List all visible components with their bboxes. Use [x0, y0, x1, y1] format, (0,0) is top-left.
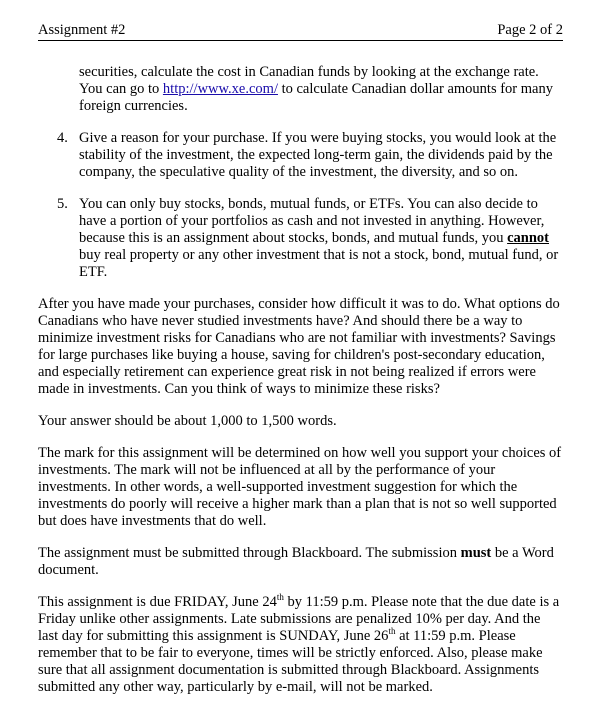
- list-number: 4.: [57, 130, 68, 146]
- must-emphasis: must: [460, 545, 492, 561]
- submission-text-a: The assignment must be submitted through Blackboard. The submission: [38, 545, 461, 561]
- reflection-paragraph: After you have made your purchases, consider how difficult it was to do. What options do Canadians who have never studied investments have? And should there be a way to minimize investment risks for Canadians who are not familiar with investments? Savings for large purchases like buying a house, saving for children's post-secondary education, and especially retirement can experience great risk in not being realized if errors were made in investments. Can you think of ways to minimize these risks?: [38, 296, 560, 397]
- due-date-paragraph: [38, 594, 563, 696]
- submission-paragraph: [38, 545, 563, 579]
- xe-link[interactable]: http://www.xe.com/: [162, 81, 278, 97]
- continuation-text-a: securities, calculate the cost in Canadian funds by looking at the exchange rate. You can go to: [79, 64, 539, 97]
- list-item-5: [38, 196, 563, 281]
- list-item-text-a: You can only buy stocks, bonds, mutual funds, or ETFs. You can also decide to have a portion of your portfolios as cash and not invested in anything. However, because this is an assignment about stocks, bonds, and mutual funds, you: [79, 196, 545, 246]
- page-header: [38, 20, 563, 41]
- cannot-emphasis: cannot: [507, 230, 550, 246]
- assignment-title: Assignment #2: [38, 22, 126, 38]
- ordinal-suffix: th: [276, 592, 284, 603]
- marking-paragraph: The mark for this assignment will be determined on how well you support your choices of investments. The mark will not be influenced at all by the performance of your investments. In other words, a well-supported investment suggestion for which the investments do poorly will receive a higher mark than a plan that is not so well supported but does have investments that do well.: [38, 445, 562, 529]
- word-count-paragraph: Your answer should be about 1,000 to 1,500 words.: [38, 413, 337, 429]
- list-item-text: Give a reason for your purchase. If you were buying stocks, you would look at the stability of the investment, the expected long-term gain, the dividends paid by the company, the speculative quality of the investment, the diversity, and so on.: [79, 130, 557, 180]
- list-item-continuation: [79, 64, 563, 115]
- list-item-text-b: buy real property or any other investment that is not a stock, bond, mutual fund, or ETF.: [79, 247, 559, 280]
- page-number: Page 2 of 2: [497, 22, 563, 38]
- due-text-a: This assignment is due FRIDAY, June 24: [38, 594, 277, 610]
- list-number: 5.: [57, 196, 68, 212]
- due-text-c: at 11:59 p.m. Please remember that to be fair to everyone, times will be strictly enforced. Also, please make sure that all assignment documentation is submitted through Blackboard. Assignments submitted any other way, particularly by e-mail, will not be marked.: [38, 628, 543, 695]
- due-text-b: by 11:59 p.m. Please note that the due date is a Friday unlike other assignments. Late submissions are penalized 10% per day. And the last day for submitting this assignment is SUNDAY, June 26: [38, 594, 560, 644]
- list-item-4: [38, 130, 563, 181]
- document-body: [38, 64, 563, 711]
- ordinal-suffix: th: [388, 626, 396, 637]
- submission-text-b: be a Word document.: [38, 545, 554, 578]
- continuation-text-b: to calculate Canadian dollar amounts for many foreign currencies.: [79, 81, 553, 114]
